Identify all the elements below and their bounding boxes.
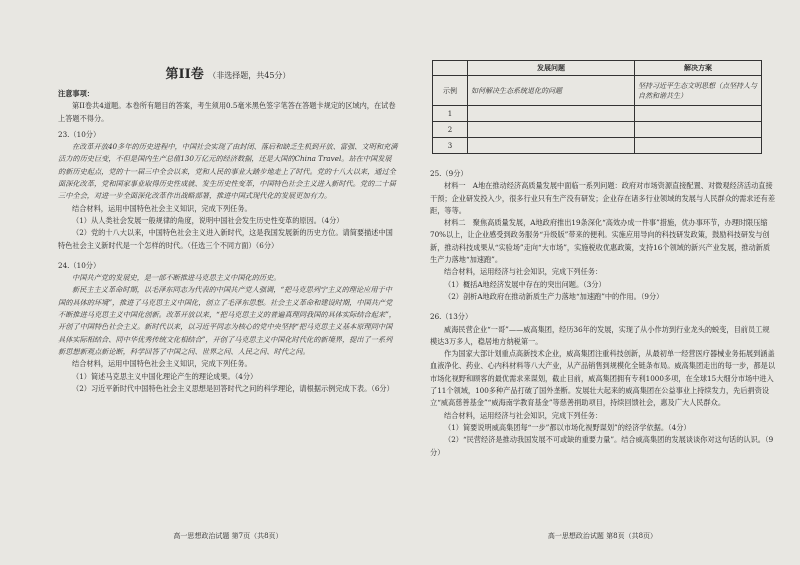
- table-cell: [635, 106, 762, 122]
- table-cell: [468, 138, 635, 154]
- q24-item-2: （2）习近平新时代中国特色社会主义思想是回答时代之问的科学理论，请根据示例完成下表。（6分）: [72, 383, 394, 393]
- q26-material-2: 作为国家大部计划重点高新技术企业，威高集团注重科技创新，从最初单一经营医疗器械业务拓展到涵盖血液净化、药业、心内科材料等八大产业，从产品销售到规模化全链条布局。威高集团走出的每一步，都是以市场化视野和顾客的最优需求来谋划，截止目前，威高集团拥有专利1000多项，在全球15大细分市场中进入了11个领域，100多种产品打破了国外垄断。发展壮大起来的威高集团在公益事业上持续发力，先后捐资设立“威高慈善基金”“威海南学教育基金”等慈善捐助项目，持续回馈社会，惠及广大人民群众。: [430, 349, 776, 408]
- q25-head: 25.（9分）: [430, 169, 468, 178]
- page-8-footer: 高一思想政治试题 第8页（共8页）: [547, 532, 658, 540]
- table-row: [433, 138, 762, 154]
- q23-material: 在改革开放40多年的历史进程中，中国社会实现了由封闭、落后和缺乏生机到开放、富强、文明和充满活力的历史巨变，不但是国内生产总值130万亿元的经济数据，还是大国的China Travel。站在中国发展的新历史起点，党的十一届三中全会以来，党和人民的事业大踏步地走上了时代。党的十八大以来，通过全面深化改革，党和国家事业取得历史性成就、发生历史性变革，中国特色社会主义进入新时代。党的二十届三中全会，对进一步全面深化改革作出战略部署，推进中国式现代化的发展更加有力。: [58, 142, 398, 201]
- q25-material-2: 材料二 聚焦高质量发展，A地政府推出19条深化“高效办成一件事”措施，优办事环节，办理时限压缩70%以上，让企业感受到政务服务“升级版”带来的便利。实施应用导向的科技研发政策，鼓励科技研发与创新，推动科技成果从“实验场”走向“大市场”，实施税收优惠政策，支持16个领域的新兴产业发展，推动新质生产力落地“加速跑”。: [430, 218, 771, 265]
- q24-material-1: 中国共产党的发展史，是一部不断推进马克思主义中国化的历史。: [72, 273, 281, 283]
- notice-text: 第II卷共4道题。本卷所有题目的答案，考生须用0.5毫米黑色签字笔答在答题卡规定的区域内，在试卷上答题不得分。: [58, 101, 396, 123]
- q25-material-1: 材料一 A地在推动经济高质量发展中面临一系列问题：政府对市场资源直接配置、对微观经济活动直接干预；企业研发投入少，很多行业只有生产没有研发；企业存在诸多行业领域的发展与人民群众的需求还有差距，等等。: [430, 181, 776, 215]
- table-header: 解决方案: [635, 61, 762, 76]
- q23-task: 结合材料，运用中国特色社会主义知识，完成下列任务。: [72, 203, 252, 213]
- q26-task: 结合材料，运用经济与社会知识，完成下列任务：: [444, 410, 603, 420]
- table-row: [433, 76, 762, 106]
- q26-item-2: （2）“民营经济是推动我国发展不可或缺的重要力量”。结合威高集团的发展谈谈你对这句话的认识。（9分）: [430, 435, 774, 457]
- table-header-row: [433, 61, 762, 76]
- q23-head: 23.（10分）: [58, 129, 101, 139]
- table-cell: 2: [433, 122, 468, 138]
- table-row: [433, 122, 762, 138]
- section-title-note: （非选择题，共45分）: [208, 71, 291, 80]
- page-8: [430, 0, 775, 565]
- example-table: [432, 60, 762, 154]
- table-cell: [635, 122, 762, 138]
- table-cell: 如何解决生态系统退化的问题: [468, 76, 635, 106]
- table-header: 发展问题: [468, 61, 635, 76]
- table-cell: 示例: [433, 76, 468, 106]
- q24-material-2: 新民主主义革命时期，以毛泽东同志为代表的中国共产党人强调，“把马克思列宁主义的理论应用于中国的具体的环境”，推进了马克思主义中国化，创立了毛泽东思想。社会主义革命和建设时期，中国共产党不断推进马克思主义中国化创新。改革开放以来，“把马克思主义的普遍真理同我国的具体实际结合起来”，开创了中国特色社会主义。新时代以来，以习近平同志为核心的党中央坚持“把马克思主义基本原理同中国具体实际相结合、同中华优秀传统文化相结合”，开创了马克思主义中国化时代化的新境界，提出了一系列新思想新观点新论断，科学回答了中国之问、世界之问、人民之问、时代之问。: [58, 285, 396, 356]
- table-header: [433, 61, 468, 76]
- table-cell: 1: [433, 106, 468, 122]
- notice-head: 注意事项：: [58, 89, 94, 98]
- q26-head: 26.（13分）: [430, 312, 473, 322]
- page-7: [58, 0, 398, 565]
- section-title-main: 第II卷: [165, 67, 204, 82]
- q24-task: 结合材料，运用中国特色社会主义知识，完成下列任务。: [72, 359, 252, 369]
- q25-task: 结合材料，运用经济与社会知识，完成下列任务：: [444, 267, 603, 277]
- table-row: [433, 106, 762, 122]
- q26-material-1: 威海民营企业“一哥”——威高集团，经历36年的发展，实现了从小作坊到行业龙头的蜕变，目前员工规模达3万多人，稳居地方纳税第一。: [430, 324, 770, 346]
- table-cell: [468, 106, 635, 122]
- section-title: [58, 63, 398, 82]
- q25-item-2: （2）剖析A地政府在推动新质生产力落地“加速跑”中的作用。（9分）: [444, 291, 664, 301]
- q24-item-1: （1）简述马克思主义中国化理论产生的理论成果。（4分）: [72, 371, 258, 381]
- q25-item-1: （1）概括A地经济发展中存在的突出问题。（3分）: [444, 279, 606, 289]
- q26-item-1: （1）简要说明威高集团每“一步”都以市场化视野谋划”的经济学依据。（4分）: [444, 422, 691, 432]
- table-cell: [468, 122, 635, 138]
- table-cell: 坚持习近平生态文明思想（点坚持人与自然和谐共生）: [635, 76, 762, 106]
- page-7-footer: 高一思想政治试题 第7页（共8页）: [173, 532, 283, 540]
- table-cell: [635, 138, 762, 154]
- q24-head: 24.（10分）: [58, 260, 101, 270]
- q23-item-1: （1）从人类社会发展一般规律的角度，说明中国社会发生历史性变革的原因。（4分）: [72, 215, 344, 225]
- q23-item-2: （2）党的十八大以来，中国特色社会主义进入新时代，这是我国发展新的历史方位。请简要描述中国特色社会主义新时代是一个怎样的时代。（任选三个不同方面）（6分）: [58, 228, 393, 250]
- table-cell: 3: [433, 138, 468, 154]
